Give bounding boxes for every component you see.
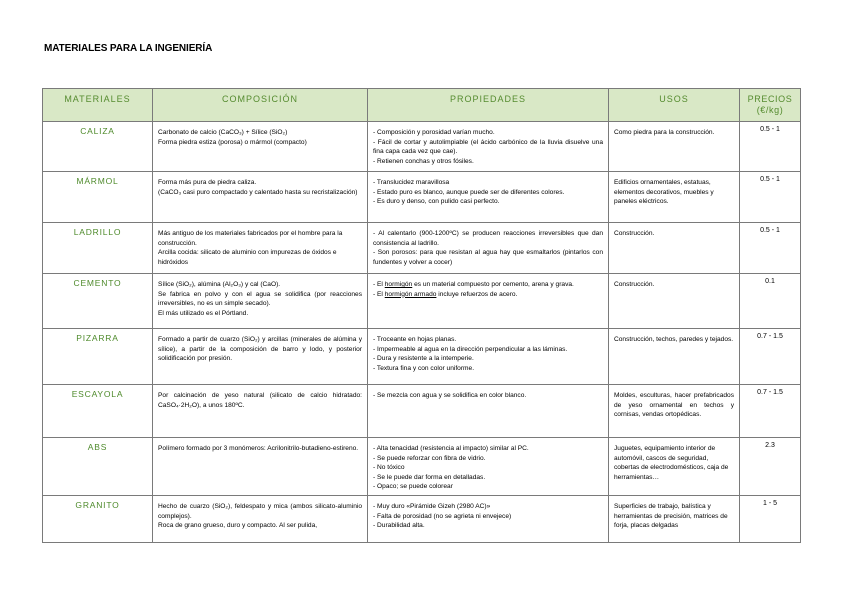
header-materiales: MATERIALES (43, 89, 153, 122)
uses-line: Construcción. (614, 281, 655, 288)
uses-line: Construcción. (614, 230, 655, 237)
material-name: MÁRMOL (43, 172, 153, 223)
property-line: - Troceante en hojas planas. (373, 336, 457, 343)
composition-cell (153, 274, 368, 329)
uses-cell (609, 385, 740, 438)
header-composicion: COMPOSICIÓN (153, 89, 368, 122)
composition-cell (153, 329, 368, 385)
header-precios-unit: (€/kg) (756, 105, 784, 115)
material-name: CALIZA (43, 122, 153, 172)
table-row (43, 385, 801, 438)
property-line: - Composición y porosidad varían mucho. (373, 129, 495, 136)
uses-cell (609, 172, 740, 223)
properties-cell (368, 223, 609, 274)
property-line (373, 290, 603, 300)
property-line: - Impermeable al agua en la dirección perpendicular a las láminas. (373, 345, 568, 353)
property-line: - Muy duro «Pirámide Gizeh (2980 AC)» (373, 502, 491, 510)
price-cell: 2.3 (740, 438, 801, 496)
price-cell: 0.7 - 1.5 (740, 329, 801, 385)
composition-cell (153, 438, 368, 496)
header-propiedades: PROPIEDADES (368, 89, 609, 122)
uses-cell (609, 223, 740, 274)
price-cell: 0.7 - 1.5 (740, 385, 801, 438)
document-title: MATERIALES PARA LA INGENIERÍA (44, 43, 213, 54)
hormigon-armado-link[interactable]: hormigón armado (384, 290, 437, 298)
properties-cell (368, 122, 609, 172)
properties-cell (368, 172, 609, 223)
property-line: - No tóxico (373, 464, 405, 472)
composition-line: Roca de grano grueso, duro y compacto. Al ser pulida, (158, 522, 318, 530)
composition-cell (153, 385, 368, 438)
property-line: - Opaco; se puede colorear (373, 483, 453, 491)
property-line: - Dura y resistente a la intemperie. (373, 355, 474, 363)
table-row (43, 274, 801, 329)
price-cell: 0.5 - 1 (740, 223, 801, 274)
property-line: - Textura fina y con color uniforme. (373, 364, 475, 372)
property-line (373, 278, 603, 290)
uses-line: Construcción, techos, paredes y tejados. (614, 336, 734, 343)
material-name: GRANITO (43, 495, 153, 542)
table-row (43, 223, 801, 274)
header-usos: USOS (609, 89, 740, 122)
material-name: ESCAYOLA (43, 385, 153, 438)
composition-line: Se fabrica en polvo y con el agua se solidifica (por reacciones irreversibles, no es un simple secado). (158, 290, 362, 308)
composition-line: Por calcinación de yeso natural (silicato de calcio hidratado: CaSO₄·2H₂O), a unos 180ºC. (158, 392, 362, 409)
hormigon-link[interactable]: hormigón (384, 281, 413, 288)
composition-line: Forma más pura de piedra caliza. (158, 179, 257, 186)
property-line: - Retienen conchas y otros fósiles. (373, 157, 474, 165)
property-line: - Durabilidad alta. (373, 522, 425, 530)
properties-cell (368, 385, 609, 438)
properties-cell (368, 274, 609, 329)
uses-line: Juguetes, equipamiento interior de automóvil, cascos de seguridad, cobertas de electrodomésticos, caja de herramientas… (614, 445, 729, 481)
uses-line: Como piedra para la construcción. (614, 129, 715, 136)
table-row (43, 329, 801, 385)
properties-cell (368, 438, 609, 496)
composition-line: (CaCO₃ casi puro compactado y calentado hasta su recristalización) (158, 188, 358, 196)
composition-line: Carbonato de calcio (CaCO₃) + Sílice (SiO₂) (158, 129, 288, 136)
uses-cell (609, 495, 740, 542)
composition-line: Arcilla cocida: silicato de aluminio con impurezas de óxidos e hidróxidos (158, 249, 337, 266)
table-header-row (43, 89, 801, 122)
composition-cell (153, 122, 368, 172)
property-text: - El (373, 290, 385, 298)
composition-line: Sílice (SiO₂), alúmina (Al₂O₃) y cal (CaO). (158, 281, 281, 288)
material-name: CEMENTO (43, 274, 153, 329)
material-name: PIZARRA (43, 329, 153, 385)
property-line: - Translucidez maravillosa (373, 179, 450, 186)
uses-line: Moldes, esculturas, hacer prefabricados de yeso ornamental en techos y cornisas, vendas ortopédicas. (614, 392, 734, 419)
property-line: - Estado puro es blanco, aunque puede ser de diferentes colores. (373, 188, 565, 196)
price-cell: 0.5 - 1 (740, 172, 801, 223)
property-line: - Alta tenacidad (resistencia al impacto) similar al PC. (373, 445, 529, 452)
composition-line: Formado a partir de cuarzo (SiO₂) y arcillas (minerales de alúmina y sílice), a partir de la composición de barro y lodo, y posterior solidificación por presión. (158, 336, 362, 363)
property-text: - El (373, 281, 385, 288)
composition-cell (153, 172, 368, 223)
property-text: incluye refuerzos de acero. (436, 290, 518, 298)
uses-cell (609, 329, 740, 385)
material-name: LADRILLO (43, 223, 153, 274)
composition-cell (153, 495, 368, 542)
materials-table (42, 88, 801, 543)
uses-cell (609, 438, 740, 496)
property-line: - Es duro y denso, con pulido casi perfecto. (373, 198, 500, 206)
property-line: - Se le puede dar forma en detalladas. (373, 473, 486, 481)
composition-line: Hecho de cuarzo (SiO₂), feldespato y mica (ambos silicato-aluminio complejos). (158, 502, 362, 520)
properties-cell (368, 329, 609, 385)
price-cell: 1 - 5 (740, 495, 801, 542)
header-precios-label: PRECIOS (747, 94, 793, 104)
price-cell: 0.1 (740, 274, 801, 329)
property-text: es un material compuesto por cemento, arena y grava. (412, 281, 574, 288)
header-precios (740, 89, 801, 122)
table-row (43, 122, 801, 172)
property-line: - Fácil de cortar y autolimpiable (el ácido carbónico de la lluvia disuelve una fina capa cada vez que cae). (373, 138, 603, 156)
composition-cell (153, 223, 368, 274)
material-name: ABS (43, 438, 153, 496)
composition-line: Más antiguo de los materiales fabricados por el hombre para la construcción. (158, 230, 343, 247)
price-cell: 0.5 - 1 (740, 122, 801, 172)
composition-line: Forma piedra estiza (porosa) o mármol (compacto) (158, 138, 307, 146)
composition-line: Polímero formado por 3 monómeros: Acrilonitrilo-butadieno-estireno. (158, 445, 359, 452)
uses-cell (609, 274, 740, 329)
property-line: - Se mezcla con agua y se solidifica en color blanco. (373, 392, 527, 399)
properties-cell (368, 495, 609, 542)
uses-line: Superficies de trabajo, balística y herramientas de precisión, matrices de forja, placas delgadas (614, 502, 728, 530)
table-row (43, 495, 801, 542)
property-line: - Falta de porosidad (no se agrieta ni envejece) (373, 512, 512, 520)
property-line: - Al calentarlo (900-1200ºC) se producen reacciones irreversibles que dan consistencia al ladrillo. (373, 230, 603, 247)
property-line: - Son porosos: para que resistan al agua hay que esmaltarlos (pintarlos con fundentes y volver a cocer) (373, 249, 603, 266)
uses-line: Edificios ornamentales, estatuas, elementos decorativos, muebles y paneles eléctricos. (614, 179, 714, 206)
table-row (43, 438, 801, 496)
composition-line: El más utilizado es el Pórtland. (158, 309, 249, 317)
table-row (43, 172, 801, 223)
property-line: - Se puede reforzar con fibra de vidrio. (373, 454, 486, 462)
uses-cell (609, 122, 740, 172)
